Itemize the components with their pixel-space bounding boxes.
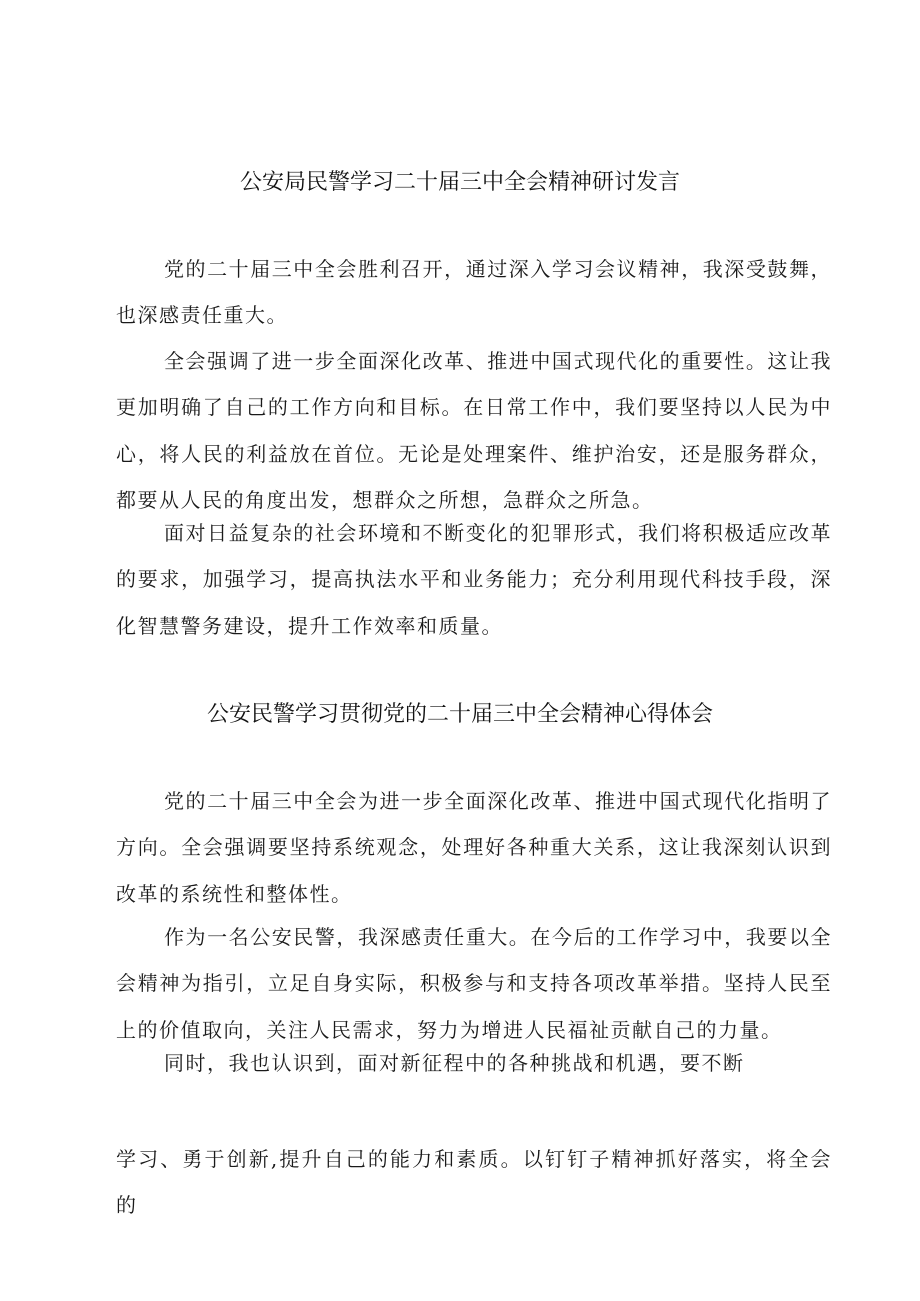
section-2-title: 公安民警学习贯彻党的二十届三中全会精神心得体会 (206, 702, 713, 727)
section-1-title: 公安局民警学习二十届三中全会精神研讨发言 (239, 170, 680, 195)
section-2-paragraph-continuation: 学习、勇于创新,提升自己的能力和素质。以钉钉子精神抓好落实，将全会的 (116, 1147, 832, 1218)
section-2-paragraph-1: 党的二十届三中全会为进一步全面深化改革、推进中国式现代化指明了方向。全会强调要坚持系统观念，处理好各种重大关系，这让我深刻认识到改革的系统性和整体性。 (116, 789, 832, 906)
section-2-paragraph-3: 同时，我也认识到，面对新征程中的各种挑战和机遇，要不断 (164, 1051, 745, 1075)
section-2-paragraph-2: 作为一名公安民警，我深感责任重大。在今后的工作学习中，我要以全会精神为指引，立足自身实际，积极参与和支持各项改革举措。坚持人民至上的价值取向，关注人民需求，努力为增进人民福祉贡献自己的力量。 (116, 925, 832, 1042)
section-1-paragraph-3: 面对日益复杂的社会环境和不断变化的犯罪形式，我们将积极适应改革的要求，加强学习，提高执法水平和业务能力；充分利用现代科技手段，深化智慧警务建设，提升工作效率和质量。 (116, 521, 832, 638)
section-1-paragraph-2: 全会强调了进一步全面深化改革、推进中国式现代化的重要性。这让我更加明确了自己的工作方向和目标。在日常工作中，我们要坚持以人民为中心，将人民的利益放在首位。无论是处理案件、维护治安，还是服务群众，都要从人民的角度出发，想群众之所想，急群众之所急。 (116, 349, 832, 513)
section-1-paragraph-1: 党的二十届三中全会胜利召开，通过深入学习会议精神，我深受鼓舞，也深感责任重大。 (116, 257, 832, 328)
